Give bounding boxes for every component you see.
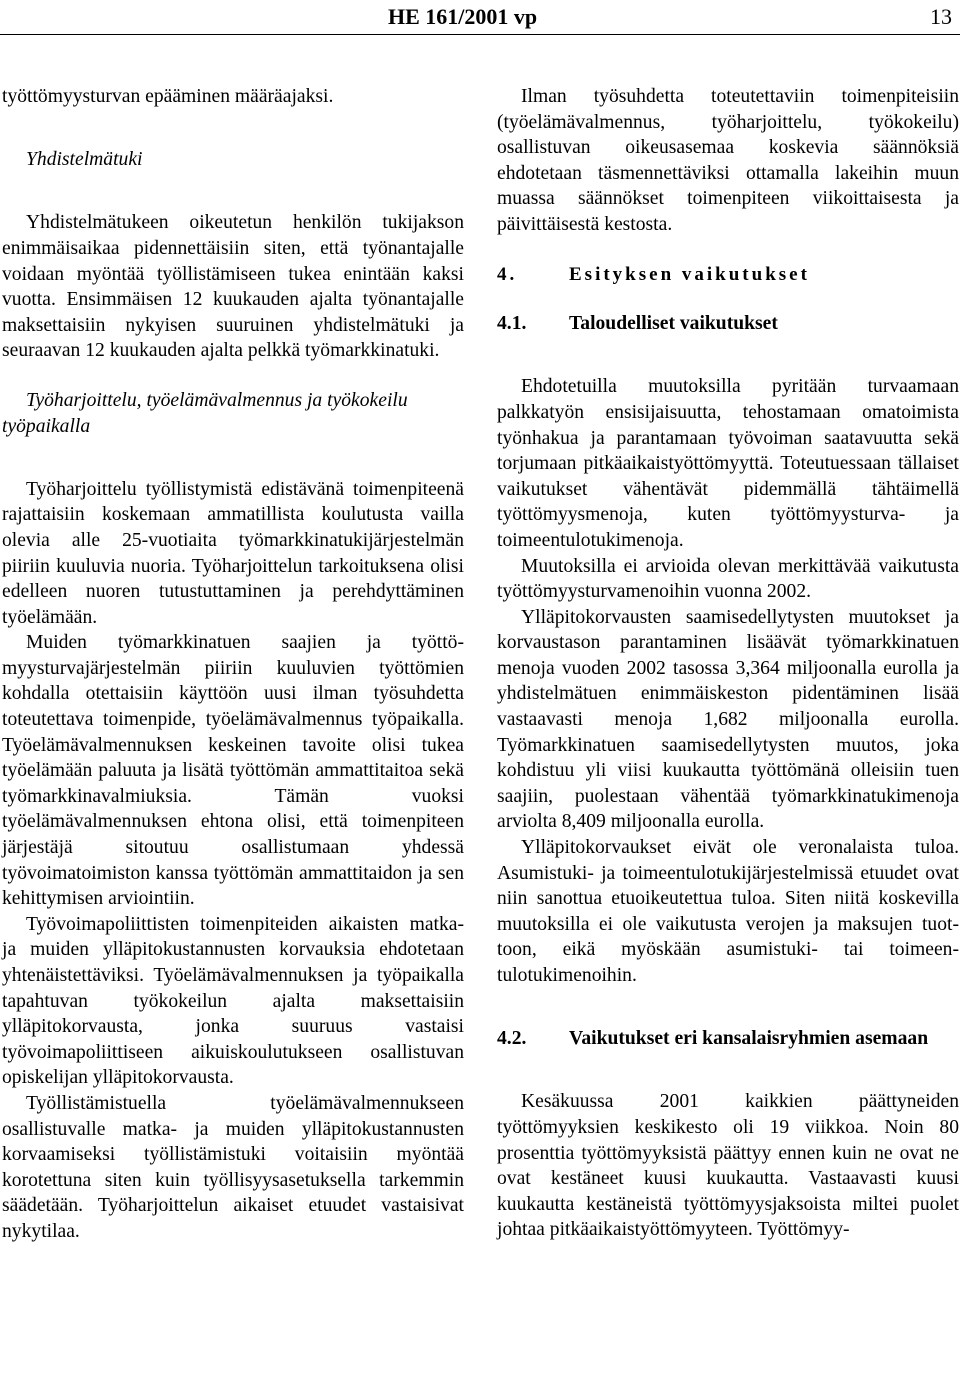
section-number: 4.2.: [497, 1028, 527, 1050]
paragraph: Ylläpitokorvaukset eivät ole veronalaista tuloa. Asumistuki- ja toimeentulotukijärjestelmissä etuudet ovat niin sanottua etuoikeutettua tuloa. Siten niitä koskevilla muutoksilla ei ole vaikutusta verojen ja maksujen tuottoon, eikä myöskään asumistuki- tai toimeentulotukimenoihin.: [497, 837, 959, 986]
section-heading-4: [497, 262, 959, 288]
left-column: [2, 84, 464, 1245]
subheading-yhdistelmatuki: Yhdistelmätuki: [26, 149, 143, 171]
paragraph: Muutoksilla ei arvioida olevan merkittävää vaikutusta työttömyysturvamenoihin vuonna 2002.: [497, 555, 959, 603]
paragraph: Yhdistelmätukeen oikeutetun henkilön tukijakson enimmäisaikaa pidennettäisiin siten, että työnantajalle voidaan myöntää työllistämiseen tukea enintään kaksi vuotta. Ensimmäisen 12 kuukauden ajalta työnantajalle maksettaisiin nykyisen suuruinen yhdistelmätuki ja seuraavan 12 kuukauden ajalta pelkkä työmarkkinatuki.: [2, 212, 464, 362]
paragraph: Työvoimapoliittisten toimenpiteiden aikaisten matka- ja muiden ylläpitokustannusten korvauksia ehdotetaan yhtenäistettäviksi. Työelämävalmennuksen ja työpaikalla tapahtuvan työkokeilun ajalta maksettaisiin ylläpitokorvausta, jonka suuruus vastaisi työvoimapoliittiseen aikuiskoulutukseen osallistuvan opiskelijan ylläpitokorvausta.: [2, 913, 464, 1089]
page-number: 13: [930, 4, 952, 29]
section-title: Vaikutukset eri kansalaisryhmien asemaan: [569, 1028, 929, 1050]
right-column: [497, 84, 959, 1243]
document-id: HE 161/2001 vp: [388, 4, 538, 29]
section-title: Esityksen vaikutukset: [569, 263, 810, 285]
paragraph: Ylläpitokorvausten saamisedellytysten muutokset ja korvaustason parantaminen lisäävät työmarkkinatuen menoja vuoden 2002 tasossa 3,364 miljoonalla eurolla ja yhdistelmätuen enimmäiskeston pidentäminen lisää vastaavasti menoja 1,682 miljoonalla eurolla. Työmarkkinatuen saamisedellytysten muutos, joka kohdistuu yli viisi kuukautta työttömänä olleisiin tuen saajiin, puolestaan vähentää työmarkkinatukimenoja arviolta 8,409 miljoonalla eurolla.: [497, 606, 959, 833]
section-heading-4-2: [497, 1026, 959, 1052]
section-number: 4.1.: [497, 313, 527, 335]
paragraph: Ilman työsuhdetta toteutettaviin toimenpiteisiin (työelämävalmennus, työharjoittelu, työkokeilu) osallistuvan oikeusasemaa koskevia säännöksiä ehdotetaan täsmennettäviksi ottamalla lakeihin muun muassa säännökset toimenpiteen viikoittaisesta ja päivittäisestä kestosta.: [497, 86, 959, 235]
paragraph: työttömyysturvan epääminen määräajaksi.: [2, 86, 334, 107]
paragraph: Ehdotetuilla muutoksilla pyritään turvaamaan palkkatyön ensisijaisuutta, tehostamaan omatoimista työnhakua ja parantamaan työvoiman saatavuutta sekä torjumaan pitkäaikaistyöttömyyttä. Toteutuessaan tällaiset vaikutukset vähentävät pidemmällä tähtäimellä työttömyysmenoja, kuten työttömyysturva- ja toimeentulotukimenoja.: [497, 376, 959, 551]
subheading-tyoharjoittelu: Työharjoittelu, työelämävalmennus ja työkokeilu työpaikalla: [2, 389, 408, 437]
paragraph: Työllistämistuella työelämävalmennukseen osallistuvalle matka- ja muiden ylläpitokustannusten korvaamiseksi työllistämistuki voitaisiin myöntää korotettuna siten kuin työllisyysasetuksella tarkemmin säädetään. Työharjoittelun aikaiset etuudet vastaisivat nykytilaa.: [2, 1092, 464, 1242]
header-rule: [0, 34, 960, 35]
paragraph: Muiden työmarkkinatuen saajien ja työttömyysturvajärjestelmän piiriin kuuluvien työttömien kohdalla otettaisiin käyttöön uusi ilman työsuhdetta toteutettava toimenpide, työelämävalmennus työpaikalla. Työelämävalmennuksen keskeinen tavoite olisi tukea työelämään paluuta ja lisätä työttömän ammattitaitoa sekä työmarkkinavalmiuksia. Tämän vuoksi työelämävalmennuksen ehtona olisi, että toimenpiteen järjestäjä sitoutuu osallistumaan yhdessä työvoimatoimiston kanssa työttömän ammattitaidon ja sen kehittymisen arviointiin.: [2, 632, 464, 910]
paragraph: Kesäkuussa 2001 kaikkien päättyneiden työttömyyksien keskikesto oli 19 viikkoa. Noin 80 prosenttia työttömyyksistä päättyy ennen kuin ne ovat ne ovat kestäneet kuusi kuukautta. Vastaavasti kuusi kuukautta kestäneistä työttömyysjaksoista miltei puolet johtaa pitkäaikaistyöttömyyteen. Työttömyy-: [497, 1091, 959, 1241]
section-title: Taloudelliset vaikutukset: [569, 313, 778, 335]
page-header: [0, 0, 960, 34]
section-heading-4-1: [497, 311, 959, 337]
paragraph: Työharjoittelu työllistymistä edistävänä toimenpiteenä rajattaisiin koskemaan ammatillista koulutusta vailla olevia alle 25-vuotiaita työmarkkinatukijärjestelmän piiriin kuuluvia nuoria. Työharjoittelun tarkoituksena olisi edelleen nuoren tutustuttaminen ja perehdyttäminen työelämään.: [2, 478, 464, 628]
section-number: 4.: [497, 263, 518, 285]
